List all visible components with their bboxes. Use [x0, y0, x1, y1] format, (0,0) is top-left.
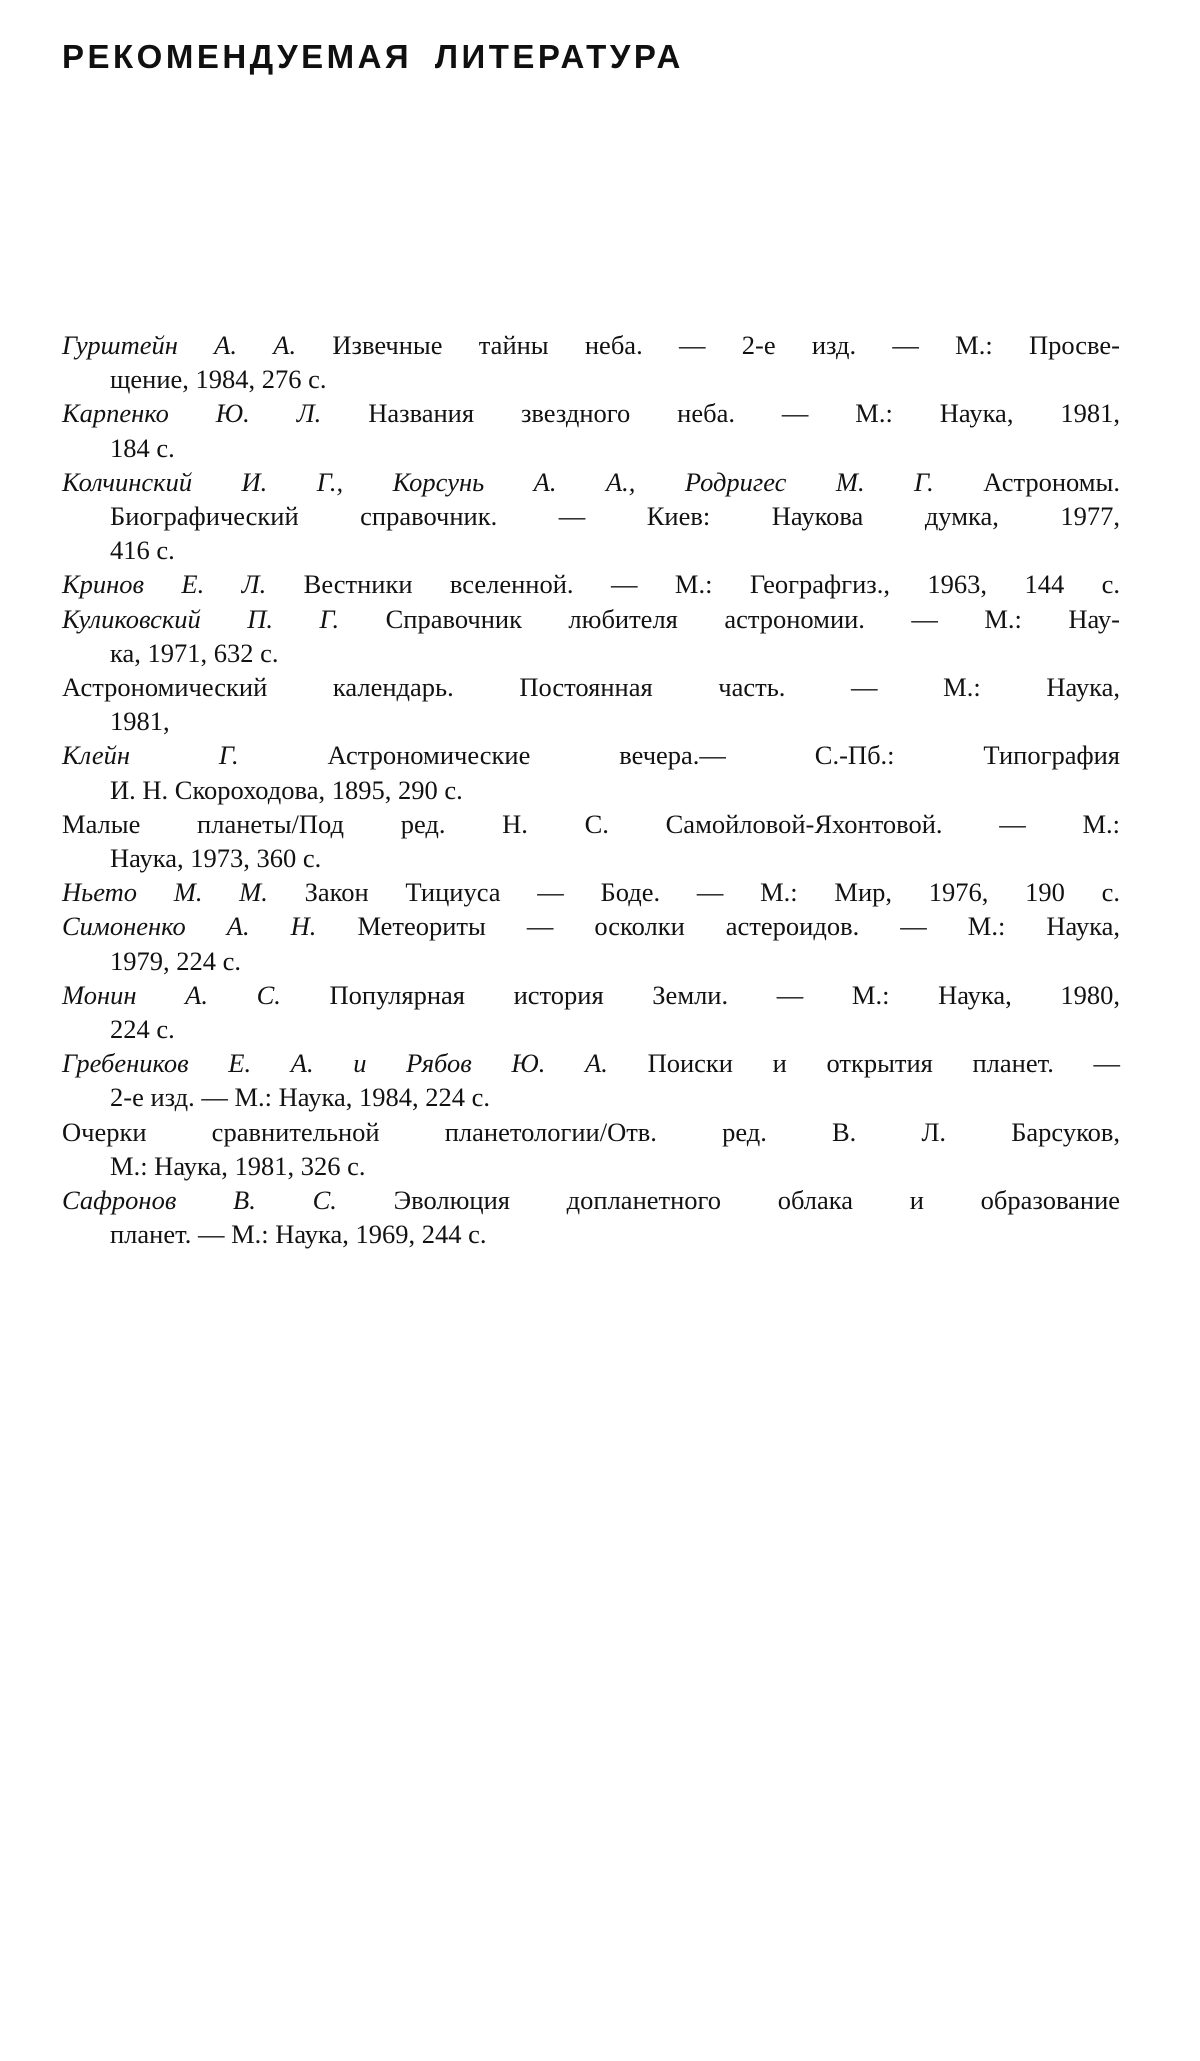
entry-line	[62, 328, 1120, 362]
entry-line	[62, 738, 1120, 772]
entry-text: Малые планеты/Под ред. Н. С. Самойловой-Яхонтовой. — М.:	[62, 808, 1120, 839]
entry-line	[62, 1046, 1120, 1080]
entry-text: Закон Тициуса — Боде. — М.: Мир, 1976, 190 с.	[304, 877, 1120, 908]
bibliography-entry	[62, 567, 1120, 601]
entry-text: Популярная история Земли. — М.: Наука, 1980,	[329, 979, 1120, 1010]
entry-author: Гурштейн А. А.	[62, 330, 297, 360]
entry-line: 2-е изд. — М.: Наука, 1984, 224 с.	[110, 1082, 490, 1113]
bibliography-entry	[62, 807, 1120, 875]
entry-text: Метеориты — осколки астероидов. — М.: Наука,	[357, 911, 1120, 942]
entry-author: Кринов Е. Л.	[62, 569, 267, 600]
bibliography-entry	[62, 1046, 1120, 1114]
entry-line: Наука, 1973, 360 с.	[110, 843, 322, 874]
entry-line	[62, 1115, 1120, 1149]
entry-text: Астрономический календарь. Постоянная часть. — М.: Наука,	[62, 672, 1120, 703]
entry-line	[62, 567, 1120, 601]
entry-text: Астрономические вечера.— С.-Пб.: Типография	[327, 740, 1120, 771]
entry-line	[62, 465, 1120, 499]
entry-text: Справочник любителя астрономии. — М.: Нау-	[385, 603, 1120, 634]
entry-line: ка, 1971, 632 с.	[110, 637, 279, 668]
bibliography-entry	[62, 602, 1120, 670]
entry-line: планет. — М.: Наука, 1969, 244 с.	[110, 1219, 487, 1250]
entry-author: Сафронов В. С.	[62, 1185, 337, 1216]
entry-line: 224 с.	[110, 1014, 175, 1045]
page-title: РЕКОМЕНДУЕМАЯ ЛИТЕРАТУРА	[62, 38, 684, 75]
entry-line: М.: Наука, 1981, 326 с.	[110, 1150, 366, 1181]
entry-author: Ньето М. М.	[62, 877, 268, 908]
bibliography-entry	[62, 670, 1120, 738]
entry-author: Колчинский И. Г., Корсунь А. А., Родригес М. Г.	[62, 466, 934, 497]
entry-line: 1981,	[110, 706, 170, 737]
bibliography-list	[62, 328, 1120, 1251]
entry-text: Астрономы.	[983, 466, 1120, 497]
entry-text: Вестники вселенной. — М.: Географгиз., 1963, 144 с.	[303, 569, 1121, 600]
entry-text: Названия звездного неба. — М.: Наука, 1981,	[368, 398, 1120, 429]
entry-line	[62, 807, 1120, 841]
bibliography-entry	[62, 1183, 1120, 1251]
entry-author: Гребеников Е. А. и Рябов Ю. А.	[62, 1048, 608, 1079]
bibliography-entry	[62, 1115, 1120, 1183]
scanned-page	[62, 38, 1120, 1251]
entry-author: Куликовский П. Г.	[62, 603, 340, 634]
entry-line	[62, 670, 1120, 704]
entry-line	[62, 978, 1120, 1012]
entry-text: Извечные тайны неба. — 2-е изд. — М.: Просве-	[332, 330, 1120, 360]
entry-text: Очерки сравнительной планетологии/Отв. ред. В. Л. Барсуков,	[62, 1116, 1120, 1147]
entry-line: Биографический справочник. — Киев: Наукова думка, 1977,	[110, 501, 1120, 532]
entry-line	[62, 602, 1120, 636]
bibliography-entry	[62, 465, 1120, 568]
entry-line: 416 с.	[110, 535, 175, 566]
entry-line	[62, 909, 1120, 943]
bibliography-entry	[62, 328, 1120, 396]
bibliography-entry	[62, 978, 1120, 1046]
bibliography-entry	[62, 875, 1120, 909]
entry-line	[62, 396, 1120, 430]
entry-line: И. Н. Скороходова, 1895, 290 с.	[110, 774, 463, 805]
entry-author: Карпенко Ю. Л.	[62, 398, 322, 429]
entry-line	[62, 875, 1120, 909]
bibliography-entry	[62, 738, 1120, 806]
entry-line: 1979, 224 с.	[110, 945, 242, 976]
entry-line: щение, 1984, 276 с.	[110, 364, 327, 395]
entry-author: Клейн Г.	[62, 740, 239, 771]
entry-line: 184 с.	[110, 432, 175, 463]
entry-author: Монин А. С.	[62, 979, 281, 1010]
entry-author: Симоненко А. Н.	[62, 911, 317, 942]
entry-text: Поиски и открытия планет. —	[647, 1048, 1120, 1079]
entry-text: Эволюция допланетного облака и образование	[393, 1185, 1121, 1216]
entry-line	[62, 1183, 1120, 1217]
bibliography-entry	[62, 909, 1120, 977]
bibliography-entry	[62, 396, 1120, 464]
